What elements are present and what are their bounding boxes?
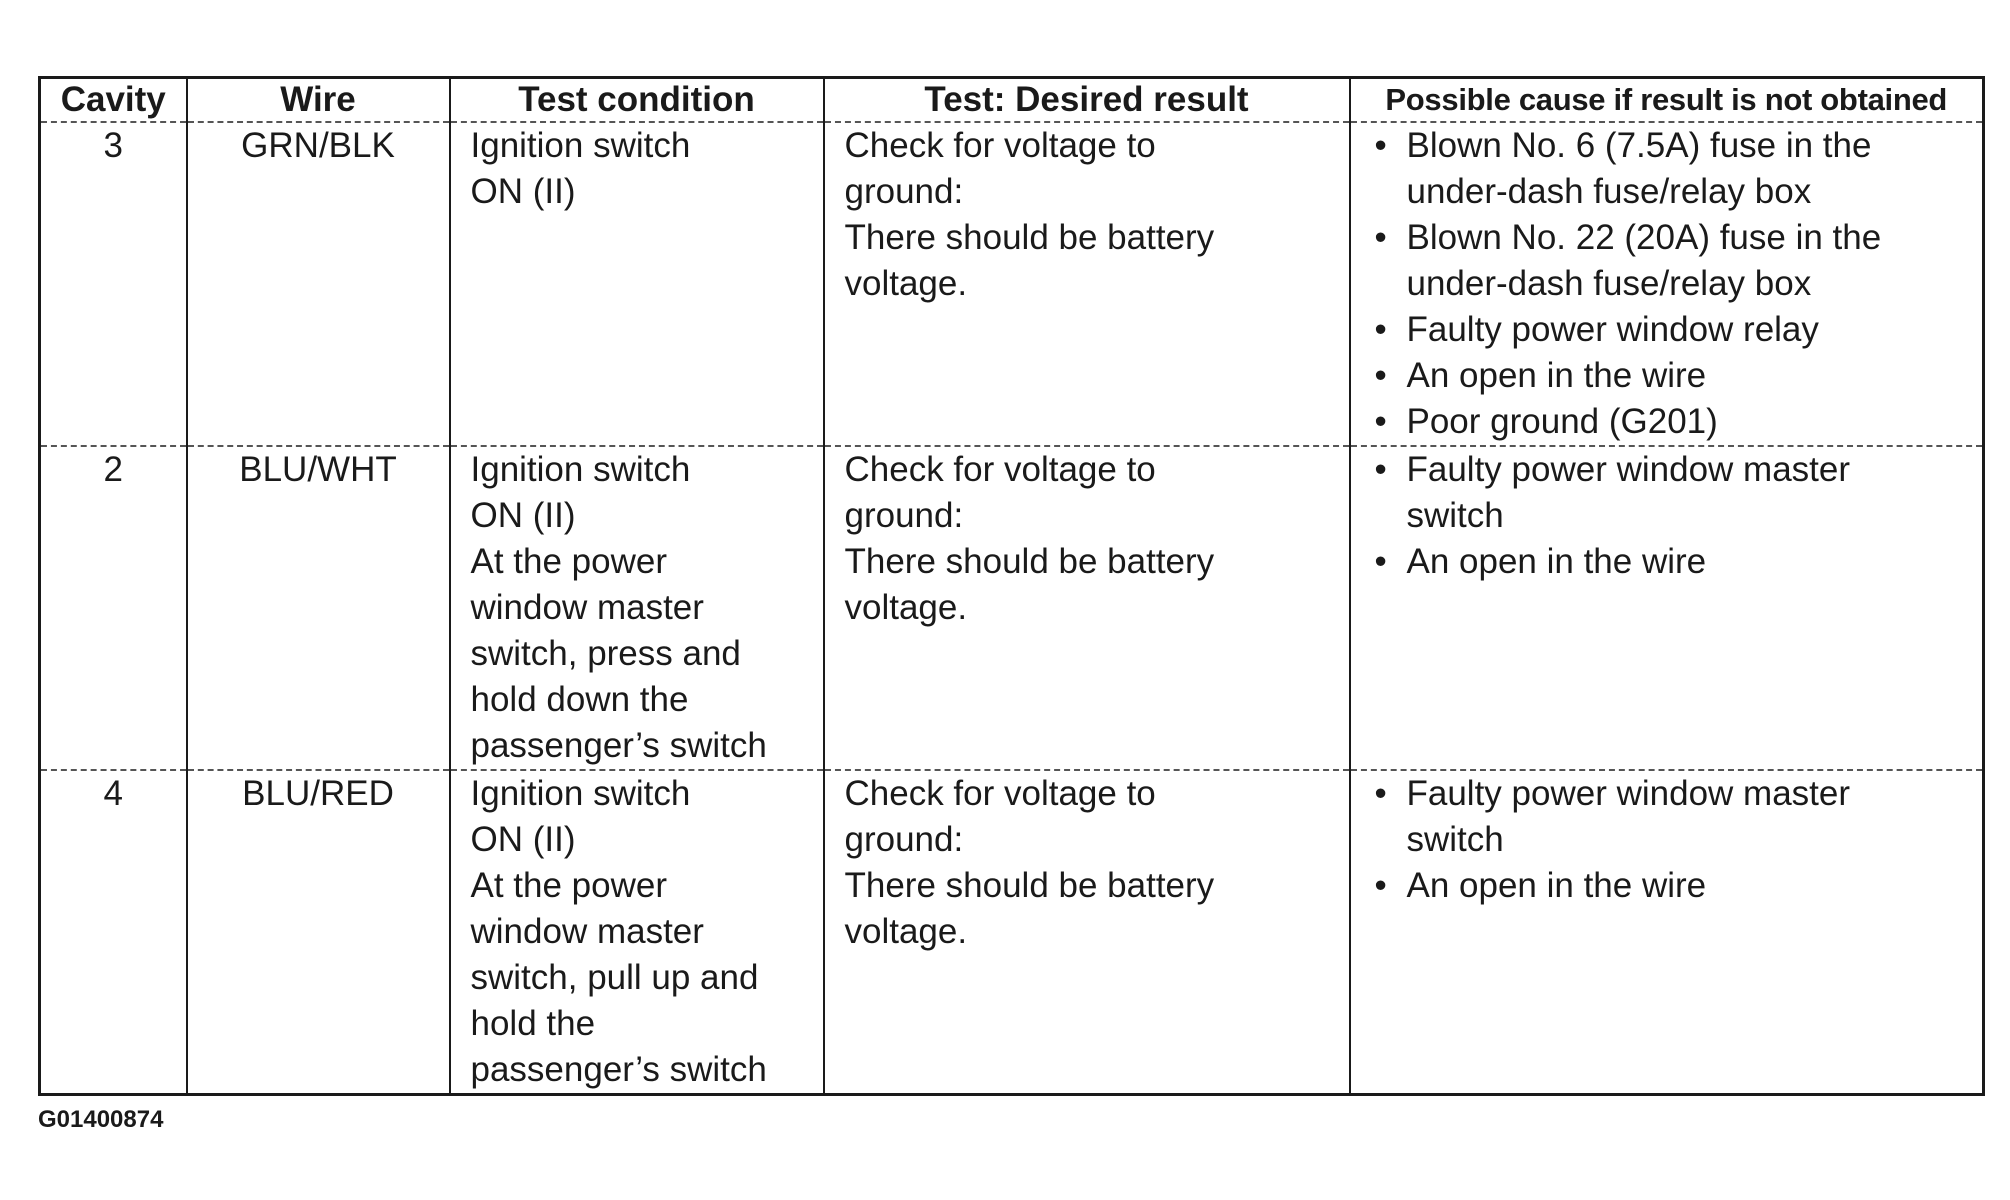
cause-line: • Blown No. 22 (20A) fuse in the — [1406, 218, 1882, 257]
cause-item — [1371, 863, 1983, 909]
cause-item — [1371, 215, 1983, 307]
test-condition-line: switch, press and — [470, 634, 741, 673]
test-condition-line: At the power — [470, 866, 667, 905]
cause-line: • An open in the wire — [1406, 356, 1707, 395]
test-condition-line: ON (II) — [470, 496, 576, 535]
desired-result-line: ground: — [844, 820, 964, 859]
desired-result-line: There should be battery — [844, 542, 1215, 581]
test-condition-line: ON (II) — [470, 820, 576, 859]
desired-result-line: voltage. — [844, 912, 968, 951]
table-row — [40, 122, 1984, 446]
cause-item — [1371, 539, 1983, 585]
possible-cause-cell — [1350, 770, 1984, 1095]
cause-item — [1371, 353, 1983, 399]
cause-line: • Faulty power window master — [1406, 450, 1850, 489]
table-header-row — [40, 78, 1984, 123]
wire-cell: BLU/WHT — [187, 446, 450, 770]
desired-result-line: voltage. — [844, 588, 968, 627]
desired-result-line: voltage. — [844, 264, 968, 303]
cause-line: • Faulty power window relay — [1406, 310, 1819, 349]
cause-line: • Poor ground (G201) — [1406, 402, 1718, 441]
header-possible-cause: Possible cause if result is not obtained — [1350, 78, 1984, 123]
header-test-condition: Test condition — [450, 78, 824, 123]
cause-list — [1371, 771, 1983, 909]
desired-result-line: There should be battery — [844, 866, 1215, 905]
cause-line: • An open in the wire — [1406, 866, 1707, 905]
test-condition-line: switch, pull up and — [470, 958, 759, 997]
diagnostic-table — [38, 76, 1985, 1096]
desired-result-cell — [824, 770, 1350, 1095]
test-condition-line: At the power — [470, 542, 667, 581]
test-condition-line: passenger’s switch — [470, 726, 767, 765]
test-condition-cell — [450, 770, 824, 1095]
cause-line: under-dash fuse/relay box — [1406, 172, 1812, 211]
cavity-cell: 3 — [40, 122, 187, 446]
wire-cell: BLU/RED — [187, 770, 450, 1095]
possible-cause-cell — [1350, 122, 1984, 446]
desired-result-line: Check for voltage to — [844, 450, 1156, 489]
cause-item — [1371, 771, 1983, 863]
test-condition-cell — [450, 122, 824, 446]
desired-result-line: Check for voltage to — [844, 126, 1156, 165]
cavity-cell: 2 — [40, 446, 187, 770]
cause-item — [1371, 399, 1983, 445]
test-condition-cell — [450, 446, 824, 770]
test-condition-line: window master — [470, 912, 704, 951]
table-row — [40, 770, 1984, 1095]
cause-item — [1371, 447, 1983, 539]
cavity-cell: 4 — [40, 770, 187, 1095]
desired-result-cell — [824, 122, 1350, 446]
test-condition-line: Ignition switch — [470, 126, 691, 165]
cause-line: switch — [1406, 820, 1504, 859]
test-condition-line: Ignition switch — [470, 450, 691, 489]
cause-line: under-dash fuse/relay box — [1406, 264, 1812, 303]
header-cavity: Cavity — [40, 78, 187, 123]
header-wire: Wire — [187, 78, 450, 123]
cause-line: • Blown No. 6 (7.5A) fuse in the — [1406, 126, 1872, 165]
desired-result-line: There should be battery — [844, 218, 1215, 257]
cause-line: switch — [1406, 496, 1504, 535]
test-condition-line: hold the — [470, 1004, 596, 1043]
cause-list — [1371, 123, 1983, 445]
test-condition-line: hold down the — [470, 680, 689, 719]
header-desired-result: Test: Desired result — [824, 78, 1350, 123]
wire-cell: GRN/BLK — [187, 122, 450, 446]
desired-result-cell — [824, 446, 1350, 770]
desired-result-line: Check for voltage to — [844, 774, 1156, 813]
test-condition-line: Ignition switch — [470, 774, 691, 813]
cause-line: • Faulty power window master — [1406, 774, 1850, 813]
desired-result-line: ground: — [844, 172, 964, 211]
table-row — [40, 446, 1984, 770]
test-condition-line: passenger’s switch — [470, 1050, 767, 1089]
cause-list — [1371, 447, 1983, 585]
possible-cause-cell — [1350, 446, 1984, 770]
cause-item — [1371, 123, 1983, 215]
test-condition-line: ON (II) — [470, 172, 576, 211]
table-body — [40, 122, 1984, 1095]
cause-line: • An open in the wire — [1406, 542, 1707, 581]
figure-id: G01400874 — [38, 1106, 164, 1133]
cause-item — [1371, 307, 1983, 353]
test-condition-line: window master — [470, 588, 704, 627]
desired-result-line: ground: — [844, 496, 964, 535]
